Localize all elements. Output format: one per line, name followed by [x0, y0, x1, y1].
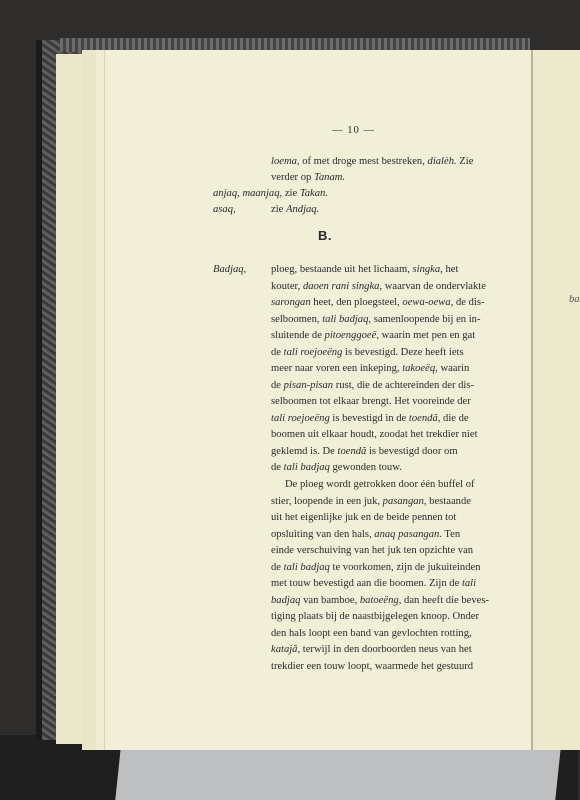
text-line — [271, 642, 472, 659]
text-line — [271, 543, 473, 560]
text-run: zie — [271, 204, 286, 215]
text-run: met touw bevestigd aan die boomen. Zijn de — [271, 578, 462, 589]
italic-term: tali badjaq — [283, 462, 330, 473]
text-run: , waarin — [435, 363, 470, 374]
text-line — [271, 345, 464, 362]
italic-term: takoeëq — [402, 363, 436, 374]
text-line — [271, 659, 473, 676]
text-run: van bamboe, — [300, 594, 360, 606]
italic-term: tali roejoeëng — [283, 346, 343, 358]
text-run: meer naar voren een inkeping, — [271, 363, 403, 374]
text-run: ploeg, bestaande uit het lichaam, — [271, 264, 413, 275]
book-spine — [36, 40, 42, 740]
text-run: selboomen tot elkaar brengt. Het vooreinde der — [271, 396, 471, 407]
text-line — [271, 394, 471, 411]
text-run: de — [271, 346, 284, 358]
italic-term: tali badjaq — [283, 561, 330, 573]
text-run: selboomen, — [271, 313, 323, 325]
text-line — [271, 510, 456, 527]
italic-term: anaq pasangan. — [374, 528, 442, 540]
text-line — [271, 444, 458, 461]
text-run: de — [271, 561, 284, 573]
entry-term: Badjaq, — [213, 264, 247, 275]
text-line — [271, 312, 481, 329]
page-number: — 10 — — [332, 125, 376, 136]
text-run: is bevestigd in de — [329, 412, 409, 424]
text-run: , dan heeft die beves- — [398, 594, 490, 606]
text-line — [271, 626, 472, 643]
italic-term: tali — [461, 578, 477, 589]
facing-page — [531, 50, 580, 750]
italic-term: katajă — [271, 644, 298, 655]
text-run: , de dis- — [450, 297, 485, 308]
italic-term: oewa-oewa — [402, 297, 451, 308]
text-run: , terwijl in den doorboorden neus van het — [297, 644, 472, 655]
text-run: boomen uit elkaar houdt, zoodat het trekdier niet — [271, 429, 478, 440]
text-run: rust, die de achtereinden der dis- — [333, 379, 475, 391]
text-run: verder op — [271, 172, 314, 183]
text-run: sluitende de — [271, 330, 325, 341]
text-run: De ploeg wordt getrokken door één buffel of — [285, 479, 475, 490]
text-run: , die de — [437, 412, 469, 424]
italic-term: pasangan — [382, 495, 424, 507]
text-run: zie — [282, 188, 300, 199]
text-run: opsluiting van den hals, — [271, 528, 375, 540]
italic-term: daoen rani singka — [302, 280, 380, 292]
text-line — [271, 328, 475, 345]
text-line — [285, 477, 475, 494]
text-run: , waarin met pen en gat — [376, 330, 476, 341]
italic-term: badjaq — [271, 594, 301, 606]
text-run: Zie — [456, 156, 474, 167]
italic-term: pitoenggoeë — [324, 330, 377, 341]
italic-term: tali badjaq — [322, 313, 369, 325]
italic-term: toendă — [337, 445, 367, 457]
section-letter: B. — [318, 228, 332, 243]
text-line — [271, 460, 402, 477]
italic-term: tali roejoeëng — [271, 412, 330, 424]
text-run: gewonden touw. — [329, 462, 402, 473]
text-line — [271, 295, 485, 312]
text-run: geklemd is. De — [271, 445, 338, 457]
text-line — [271, 576, 476, 593]
text-line — [271, 560, 481, 577]
small-entry — [213, 202, 320, 219]
text-line — [271, 427, 478, 444]
text-run: , bestaande — [423, 495, 471, 507]
text-run: de — [271, 379, 284, 391]
text-run: kouter, — [271, 280, 303, 292]
text-run: , samenloopende bij en in- — [368, 313, 481, 325]
text-run: is bevestigd door om — [366, 445, 458, 457]
italic-term: dialèh. — [427, 156, 457, 167]
small-entry — [213, 186, 328, 203]
text-run: tiging plaats bij de naastbijgelegen knoop. Onder — [271, 611, 480, 622]
entry-text — [242, 188, 328, 199]
text-line — [271, 154, 473, 171]
text-run: trekdier een touw loopt, waarmede het gestuurd — [271, 660, 474, 672]
text-run: , het — [440, 264, 459, 275]
italic-term: sarongan — [271, 297, 311, 308]
text-run: , of met droge mest bestreken, — [296, 156, 428, 167]
text-run: einde verschuiving van het juk ten opzichte van — [271, 545, 474, 556]
text-run: uit het eigenlijke juk en de beide pennen tot — [271, 512, 457, 523]
text-run: is bevestigd. Deze heeft iets — [342, 346, 464, 358]
text-run: den hals loopt een band van gevlochten rotting, — [271, 627, 472, 639]
italic-term: toendă — [408, 412, 438, 424]
text-line — [271, 262, 458, 279]
text-line — [271, 378, 474, 395]
text-line — [271, 361, 469, 378]
italic-term: Tanam. — [313, 172, 346, 183]
italic-term: pisan-pisan — [283, 379, 334, 391]
facing-page-fragment: ba — [569, 294, 580, 305]
text-line — [271, 527, 460, 544]
italic-term: Andjaq. — [286, 204, 320, 215]
italic-term: maanjaq, — [242, 188, 283, 199]
text-run: stier, loopende in een juk, — [271, 495, 383, 507]
text-line — [271, 593, 489, 610]
text-line — [271, 609, 479, 626]
entry-term: asaq, — [213, 204, 236, 215]
entry-term: anjaq, — [213, 188, 243, 199]
text-line — [271, 411, 469, 428]
text-line — [271, 279, 486, 296]
text-run: de — [271, 462, 284, 473]
text-run: Ten — [441, 528, 461, 540]
italic-term: batoeëng — [359, 594, 399, 606]
text-line — [271, 494, 471, 511]
text-run: heet, den ploegsteel, — [310, 297, 403, 308]
italic-term: singka — [412, 264, 441, 275]
italic-term: loema — [271, 156, 297, 167]
text-run: , waarvan de ondervlakte — [379, 280, 486, 292]
text-run: te voorkomen, zijn de jukuiteinden — [329, 561, 481, 573]
italic-term: Takan. — [299, 188, 328, 199]
entry-text — [271, 202, 319, 219]
text-line — [271, 170, 345, 187]
tissue-sheet — [115, 748, 560, 800]
